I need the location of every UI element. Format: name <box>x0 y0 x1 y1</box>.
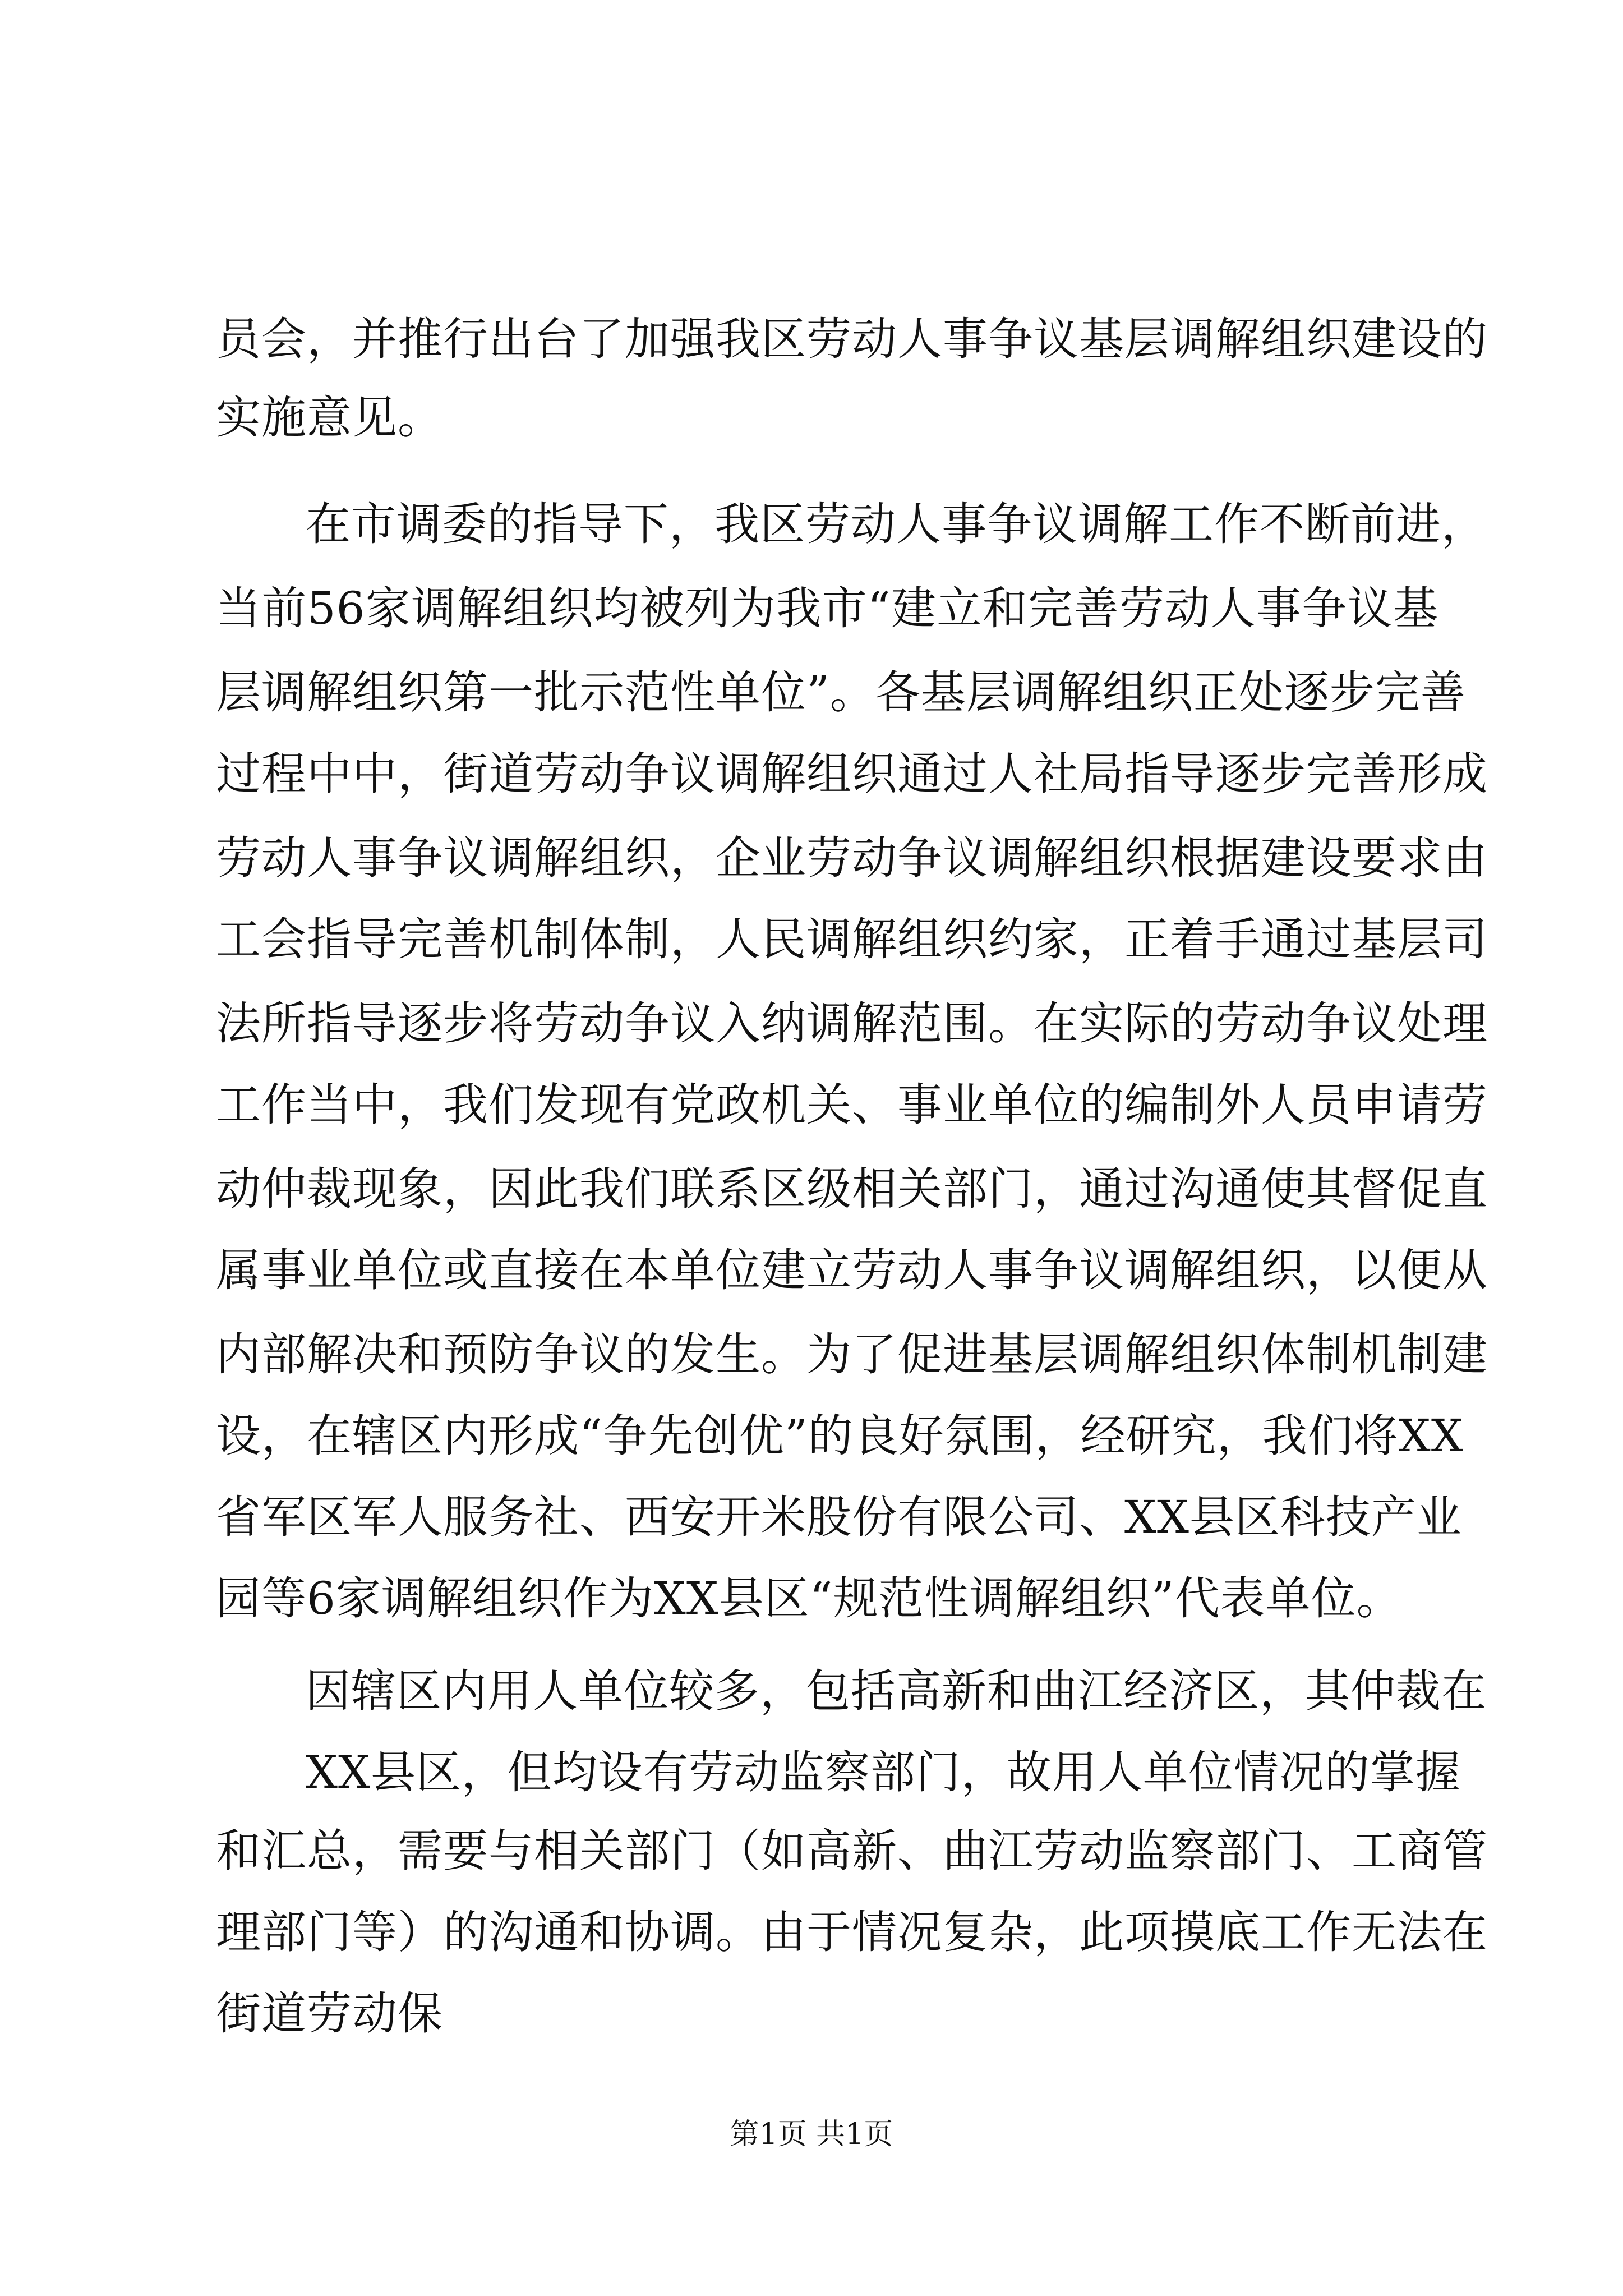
text-line: 工作当中，我们发现有党政机关、事业单位的编制外人员申请劳 <box>216 1079 1488 1131</box>
text-line: 动仲裁现象，因此我们联系区级相关部门，通过沟通使其督促直 <box>216 1163 1488 1215</box>
text-line: 法所指导逐步将劳动争议入纳调解范围。在实际的劳动争议处理 <box>216 997 1488 1050</box>
text-line: 层调解组织第一批示范性单位”。各基层调解组织正处逐步完善 <box>216 666 1466 719</box>
text-line: 街道劳动保 <box>216 1987 443 2040</box>
text-line: 属事业单位或直接在本单位建立劳动人事争议调解组织，以便从 <box>216 1244 1488 1296</box>
text-line: 内部解决和预防争议的发生。为了促进基层调解组织体制机制建 <box>216 1328 1488 1381</box>
text-line: 设，在辖区内形成“争先创优”的良好氛围，经研究，我们将XX <box>216 1410 1464 1462</box>
text-line: 工会指导完善机制体制，人民调解组织约家，正着手通过基层司 <box>216 913 1488 965</box>
paragraph-start-line: 在市调委的指导下，我区劳动人事争议调解工作不断前进， <box>306 498 1487 550</box>
text-line: 园等6家调解组织作为XX县区“规范性调解组织”代表单位。 <box>216 1572 1402 1625</box>
text-line: 过程中中，街道劳动争议调解组织通过人社局指导逐步完善形成 <box>216 748 1488 800</box>
text-line: 理部门等）的沟通和协调。由于情况复杂，此项摸底工作无法在 <box>216 1906 1488 1958</box>
text-line: 实施意见。 <box>216 392 443 444</box>
page-number-footer: 第1页 共1页 <box>730 2118 893 2151</box>
text-line: 省军区军人服务社、西安开米股份有限公司、XX县区科技产业 <box>216 1491 1462 1543</box>
text-line: XX县区，但均设有劳动监察部门，故用人单位情况的掌握 <box>306 1746 1461 1798</box>
text-line: 和汇总，需要与相关部门（如高新、曲江劳动监察部门、工商管 <box>216 1825 1488 1877</box>
paragraph-start-line: 因辖区内用人单位较多，包括高新和曲江经济区，其仲裁在 <box>306 1665 1487 1717</box>
text-line: 员会，并推行出台了加强我区劳动人事争议基层调解组织建设的 <box>216 313 1488 365</box>
text-line: 当前56家调解组织均被列为我市“建立和完善劳动人事争议基 <box>216 582 1438 634</box>
text-line: 劳动人事争议调解组织，企业劳动争议调解组织根据建设要求由 <box>216 832 1488 884</box>
